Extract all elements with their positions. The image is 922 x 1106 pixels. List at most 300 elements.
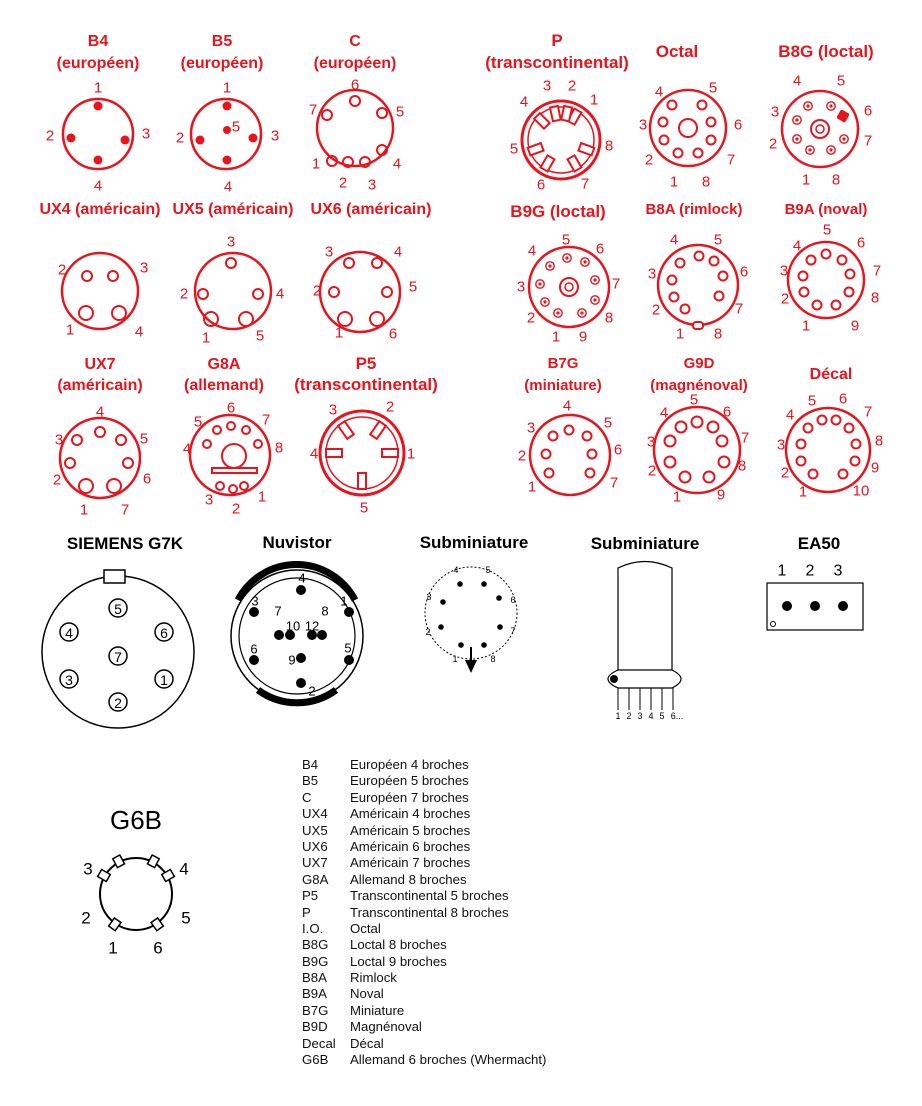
socket-title: UX6 (américain): [310, 201, 432, 218]
pin-label: 3: [226, 233, 236, 251]
pin-label: 3: [324, 243, 334, 261]
pin-label: 4: [659, 404, 669, 422]
pin-hole: [659, 118, 668, 127]
legend-description: Européen 7 broches: [350, 789, 469, 805]
pin: [249, 655, 259, 665]
pin-label: 5: [359, 499, 369, 517]
pin-label: 5: [344, 640, 352, 656]
pin-label: 10: [285, 618, 301, 634]
pin-label: 6...: [670, 711, 684, 721]
pin-hole: [715, 292, 724, 301]
pin-label: 3: [526, 419, 536, 437]
pin: [829, 104, 832, 107]
pin-label: 8: [737, 457, 747, 475]
socket-decal: [777, 366, 883, 501]
socket-title: Octal: [655, 42, 699, 61]
center-key: [811, 120, 829, 138]
socket-title: (allemand): [183, 377, 265, 394]
pin-hole: [108, 271, 118, 281]
pin: [610, 675, 618, 683]
socket-octal: [639, 42, 742, 191]
socket-b4: [46, 33, 150, 195]
legend-code: B4: [302, 757, 319, 772]
pin-label: 6: [739, 263, 749, 281]
pin: [795, 137, 798, 140]
tube-envelope: [618, 562, 672, 679]
pin-label: 7: [308, 101, 318, 119]
legend-code: I.O.: [302, 920, 324, 936]
pin: [806, 104, 809, 107]
pin-label: 3: [426, 592, 432, 602]
pin-label: 9: [578, 328, 588, 346]
socket-outline: [425, 567, 517, 659]
pin-label: 1: [222, 79, 232, 97]
socket-b5: [176, 33, 279, 196]
pin-label: 4: [393, 243, 403, 261]
pin-label: 5: [255, 327, 265, 345]
pin-label: 4: [275, 285, 285, 303]
pin: [593, 298, 596, 301]
pin-label: 2: [385, 398, 395, 416]
pin-label: 8: [490, 654, 496, 664]
pin-label: 5: [603, 414, 613, 432]
pin-label: 4: [65, 625, 73, 641]
legend-description: Octal: [350, 920, 381, 936]
pin-hole: [710, 257, 719, 266]
socket-ea50: [767, 534, 863, 630]
pin-label: 4: [95, 403, 105, 421]
pin-hole: [382, 287, 392, 297]
arrow-head: [465, 660, 477, 673]
pin-label: 3: [65, 672, 73, 688]
legend-code: B7G: [302, 1002, 329, 1018]
pin-label: 7: [611, 275, 621, 293]
legend-code: P: [302, 904, 311, 920]
socket-title: Nuvistor: [262, 533, 332, 552]
socket-title: (magnénoval): [650, 377, 748, 394]
pin-label: 7: [274, 603, 282, 619]
pin-label: 3: [328, 401, 338, 419]
pin-label: 2: [517, 447, 527, 465]
pin-label: 1: [777, 562, 787, 580]
socket-title: Subminiature: [419, 533, 529, 552]
pin-hole: [698, 101, 707, 110]
socket-subminiatureb: [591, 534, 700, 721]
pin-label: 1: [311, 155, 321, 173]
pin-label: 7: [261, 411, 271, 429]
pin: [481, 642, 487, 648]
pin-label: 4: [562, 397, 572, 415]
socket-ux5: [173, 201, 294, 347]
pin-hole: [800, 288, 809, 297]
pin-label: 7: [863, 132, 873, 150]
pin: [829, 148, 832, 151]
socket-title: B9A (noval): [784, 201, 868, 218]
pin-hole: [549, 432, 558, 441]
pin-hole: [565, 426, 574, 435]
socket-b8a: [646, 201, 749, 343]
pin-hole: [807, 256, 816, 265]
legend-description: Loctal 9 broches: [350, 953, 447, 969]
pin-label: 2: [179, 285, 189, 303]
pin-label: 1: [615, 711, 621, 721]
key-pin: [836, 109, 850, 123]
pin-label: 1: [65, 321, 75, 339]
socket-title: EA50: [797, 534, 841, 553]
pin-label: 2: [805, 562, 815, 580]
pin-label: 3: [770, 103, 780, 121]
pin-label: 5: [181, 908, 191, 928]
pin-hole: [818, 416, 827, 425]
socket-b7g: [518, 355, 622, 496]
pin-label: 2: [231, 500, 241, 518]
socket-b9g: [510, 202, 620, 346]
pin-hole: [845, 424, 854, 433]
socket-p5: [294, 354, 438, 517]
pin-hole: [809, 470, 818, 479]
pin-label: 6: [153, 938, 163, 958]
pin-hole: [198, 289, 208, 299]
pin-label: 1: [406, 445, 416, 463]
pin-label: 2: [45, 127, 55, 145]
pin-hole: [719, 272, 728, 281]
pin-blade: [541, 155, 555, 171]
pin-label: 8: [321, 603, 329, 619]
socket-title: UX7: [84, 356, 116, 373]
pin: [94, 156, 103, 165]
socket-subminiaturea: [420, 533, 529, 673]
pin-label: 12: [304, 618, 320, 634]
socket-nuvistor: [231, 533, 363, 703]
pin-hole: [676, 259, 685, 268]
pin-label: 9: [288, 652, 296, 668]
pin-hole: [680, 472, 691, 483]
pin-label: 1: [452, 654, 458, 664]
pin: [223, 126, 231, 134]
pin-label: 2: [175, 129, 185, 147]
pin-hole: [838, 256, 847, 265]
pin-label: 1: [160, 672, 168, 688]
legend-description: Américain 4 broches: [350, 806, 471, 822]
pin-blade: [550, 106, 561, 121]
pin-label: 4: [93, 177, 103, 195]
socket-title: UX4 (américain): [39, 201, 161, 218]
pin-hole: [668, 101, 677, 110]
legend-code: UX5: [302, 822, 328, 838]
pin-hole: [545, 469, 554, 478]
pin-label: 2: [567, 77, 577, 95]
pin-label: 4: [669, 231, 679, 249]
pin-hole: [799, 272, 808, 281]
pin-label: 1: [257, 488, 267, 506]
socket-p: [485, 31, 629, 194]
pin-label: 2: [626, 711, 632, 721]
pin-hole: [694, 149, 703, 158]
pin-hole: [668, 276, 677, 285]
pin-hole: [123, 458, 133, 468]
pin-label: 1: [93, 79, 103, 97]
pin-label: 2: [338, 174, 348, 192]
pin: [795, 118, 798, 121]
socket-ux4: [40, 201, 161, 341]
socket-title: (américain): [57, 377, 143, 394]
legend-description: Transcontinental 8 broches: [350, 904, 509, 920]
pin-label: 2: [308, 683, 316, 699]
pin-blade: [534, 113, 550, 129]
legend-code: G6B: [302, 1052, 329, 1068]
legend-description: Américain 6 broches: [350, 838, 471, 854]
guide-bar: [212, 468, 257, 473]
legend-description: Européen 5 broches: [350, 773, 469, 789]
pin-hole: [804, 424, 813, 433]
socket-title: (européen): [180, 55, 264, 72]
legend-code: B8A: [302, 970, 327, 986]
pin-hole: [797, 440, 806, 449]
pin-hole: [707, 118, 716, 127]
pin-label: 3: [270, 127, 280, 145]
socket-title: SIEMENS G7K: [66, 534, 184, 553]
socket-g9d: [647, 355, 749, 506]
pin-label: 2: [780, 290, 790, 308]
pin-label: 4: [792, 72, 802, 90]
legend-description: Magnénoval: [350, 1019, 422, 1035]
pin-label: 3: [54, 431, 64, 449]
pin-label: 8: [701, 173, 711, 191]
pin-hole: [65, 458, 75, 468]
pin-hole: [253, 289, 263, 299]
legend-description: Américain 7 broches: [350, 855, 471, 871]
pin-blade: [528, 143, 544, 155]
pin-hole: [692, 417, 703, 428]
pin-hole: [329, 287, 339, 297]
pin-label: 6: [160, 625, 168, 641]
pin-label: 8: [604, 309, 614, 327]
pin-label: 3: [141, 125, 151, 143]
pin-label: 3: [516, 278, 526, 296]
center-key: [222, 444, 246, 468]
legend-description: Loctal 8 broches: [350, 937, 447, 953]
pin-label: 6: [856, 234, 866, 252]
pin-label: 6: [388, 325, 398, 343]
pin-label: 8: [713, 325, 723, 343]
pin: [583, 260, 586, 263]
pin: [481, 581, 487, 587]
pin-label: 6: [863, 102, 873, 120]
pin-hole: [239, 312, 253, 326]
socket-title: B7G: [547, 355, 579, 372]
pin-hole: [370, 312, 384, 326]
pin-label: 1: [79, 501, 89, 519]
pin-label: 6: [613, 441, 623, 459]
legend-code: B8G: [302, 937, 329, 953]
pin-label: 9: [716, 486, 726, 504]
pin-hole: [79, 306, 93, 320]
pin-label: 3: [646, 433, 656, 451]
legend-description: Miniature: [350, 1002, 405, 1018]
pin-label: 6: [733, 116, 743, 134]
pin-label: 4: [392, 155, 402, 173]
pin-label: 5: [408, 278, 418, 296]
pin: [497, 624, 503, 630]
pin-label: 6: [595, 240, 605, 258]
pin-label: 4: [654, 83, 664, 101]
socket-title: Subminiature: [590, 534, 700, 553]
pin-label: 2: [651, 301, 661, 319]
pin-hole: [846, 270, 855, 279]
pin-label: 2: [644, 151, 654, 169]
pin-blade: [358, 473, 366, 489]
pin: [556, 311, 559, 314]
pin-label: 4: [223, 178, 233, 196]
pin-label: 5: [395, 103, 405, 121]
pin-label: 4: [785, 406, 795, 424]
pin-hole: [542, 450, 551, 459]
pin-hole: [832, 416, 841, 425]
pin-label: 1: [798, 483, 808, 501]
pin-label: 7: [740, 429, 750, 447]
pin-label: 7: [114, 649, 122, 665]
pin-label: 1: [589, 91, 599, 109]
pin-label: 1: [675, 325, 685, 343]
pin-hole: [674, 149, 683, 158]
pin: [810, 601, 820, 611]
pin-label: 9: [850, 317, 860, 335]
pin-hole: [665, 436, 676, 447]
rimlock-key: [693, 322, 703, 329]
socket-c: [309, 33, 404, 194]
center-key: [679, 119, 697, 137]
pin-label: 2: [768, 135, 778, 153]
pin-hole: [813, 301, 822, 310]
pin-label: 6: [722, 403, 732, 421]
pin-hole: [254, 440, 262, 448]
socket-title: P5: [355, 354, 377, 373]
pin-hole: [116, 435, 126, 445]
pin-label: 3: [833, 562, 843, 580]
socket-title: (transcontinental): [294, 375, 438, 394]
legend-description: Noval: [350, 986, 384, 1002]
pin-label: 3: [139, 259, 149, 277]
pin-label: 3: [637, 711, 643, 721]
pin-hole: [851, 457, 860, 466]
pin-label: 4: [298, 570, 306, 586]
pin-hole: [322, 110, 332, 120]
pin-label: 1: [672, 488, 682, 506]
pin-blade: [578, 143, 594, 155]
pin-blade: [382, 449, 398, 457]
pin: [593, 278, 596, 281]
pin-label: 5: [561, 231, 571, 249]
pin-label: 3: [204, 491, 214, 509]
legend-code: Decal: [302, 1035, 336, 1051]
pin-hole: [704, 472, 715, 483]
pin-label: 3: [251, 593, 259, 609]
pin-label: 4: [134, 323, 144, 341]
pin-hole: [797, 457, 806, 466]
pin-label: 4: [519, 93, 529, 111]
pin-hole: [708, 422, 719, 433]
pin-label: 9: [870, 459, 880, 477]
pin-hole: [586, 469, 595, 478]
pin-label: 1: [108, 938, 118, 958]
pin-label: 7: [872, 262, 882, 280]
pin-blade: [338, 421, 354, 439]
pin-hole: [681, 305, 690, 314]
pin-label: 4: [527, 242, 537, 260]
pin-hole: [344, 258, 354, 268]
pin: [223, 156, 232, 165]
pin: [296, 678, 306, 688]
legend-code: UX6: [302, 838, 328, 854]
pin: [296, 585, 306, 595]
socket-g6b: [81, 805, 190, 958]
legend-description: Transcontinental 5 broches: [350, 888, 509, 904]
pin-label: 7: [609, 474, 619, 492]
pin-label: 2: [780, 464, 790, 482]
pin-hole: [670, 293, 679, 302]
pin: [344, 607, 354, 617]
socket-b9a: [780, 201, 881, 335]
pin-label: 8: [870, 289, 880, 307]
pin: [296, 653, 306, 663]
pin-blade: [568, 155, 582, 171]
pin-label: 3: [779, 262, 789, 280]
pin-label: 3: [367, 176, 377, 194]
pin-label: 6: [226, 399, 236, 417]
pin-label: 4: [453, 565, 459, 575]
pin-label: 7: [580, 175, 590, 193]
pin-hole: [79, 479, 93, 493]
socket-title: P: [551, 31, 563, 50]
socket-ux7: [53, 356, 151, 519]
legend-code: P5: [302, 888, 319, 904]
pin-label: 5: [659, 711, 665, 721]
legend-code: B9A: [302, 986, 327, 1002]
socket-title: (européen): [56, 55, 140, 72]
socket-title: Décal: [809, 366, 853, 383]
pin-label: 4: [648, 711, 654, 721]
pin-label: 6: [838, 390, 848, 408]
socket-title: B4: [87, 33, 109, 50]
socket-body: [320, 252, 400, 332]
legend-code: G8A: [302, 871, 329, 887]
pin-hole: [852, 440, 861, 449]
socket-g7k: [42, 534, 194, 728]
legend-code: UX7: [302, 855, 328, 871]
pin-label: 7: [863, 403, 873, 421]
pin-label: 4: [792, 237, 802, 255]
pin-label: 1: [334, 324, 344, 342]
pin-label: 3: [647, 265, 657, 283]
pin: [782, 601, 792, 611]
pin-label: 5: [485, 565, 491, 575]
pin-hole: [660, 136, 669, 145]
pin: [196, 136, 205, 145]
pin-label: 1: [669, 173, 679, 191]
pin-hole: [95, 427, 105, 437]
socket-body: [62, 253, 138, 329]
pin-hole: [839, 470, 848, 479]
pin-hole: [213, 426, 221, 434]
pin-label: 3: [542, 77, 552, 95]
pin-label: 10: [852, 482, 870, 500]
pin-label: 2: [52, 471, 62, 489]
pin-label: 4: [182, 440, 192, 458]
legend-description: Allemand 8 broches: [350, 871, 467, 887]
pin-hole: [717, 436, 728, 447]
pin-label: 2: [647, 462, 657, 480]
pin-hole: [845, 288, 854, 297]
